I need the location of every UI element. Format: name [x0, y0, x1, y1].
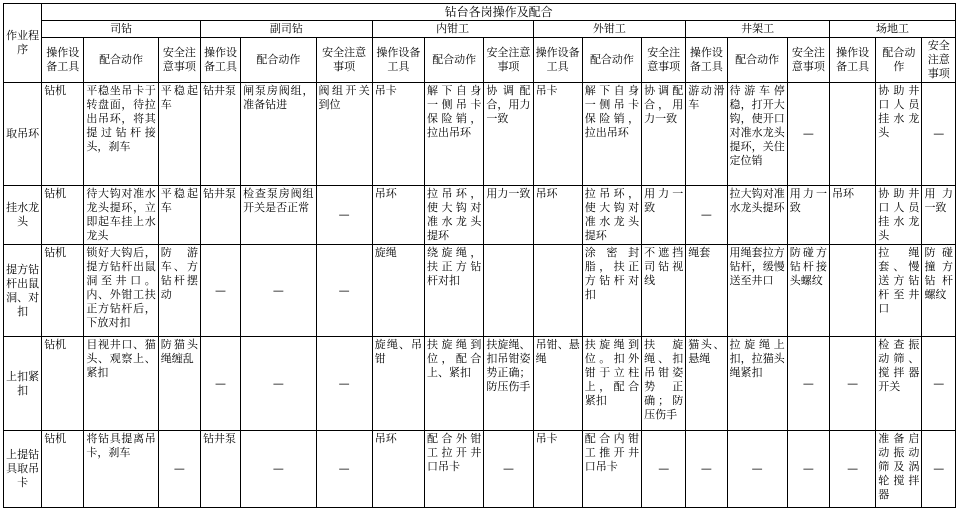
tool-cell [533, 245, 582, 337]
coop-cell: 拉吊环，使大钩对准水龙头提环 [425, 186, 484, 245]
sub-header-tool: 操作设备工具 [372, 38, 424, 83]
coop-cell: 准备启动振动筛及涡轮搅拌器 [876, 431, 922, 508]
sub-header-safety: 安全注意事项 [158, 38, 200, 83]
safety-cell: 防猫头绳缠乱 [158, 337, 200, 431]
safety-cell: 防碰撞方钻杆螺纹 [922, 245, 956, 337]
safety-cell: — [787, 337, 829, 431]
safety-cell: — [316, 186, 372, 245]
safety-cell: — [922, 83, 956, 186]
safety-cell: 用力一致 [484, 186, 533, 245]
coop-cell: 将钻具提离吊卡，刹车 [84, 431, 158, 508]
coop-cell: — [241, 431, 316, 508]
safety-cell: 协调配合，用力一致 [484, 83, 533, 186]
step-cell: 挂水龙头 [4, 186, 42, 245]
tool-cell: 吊环 [372, 431, 424, 508]
tool-cell: — [830, 337, 876, 431]
coop-cell: 协助井口人员挂水龙头 [876, 186, 922, 245]
coop-cell: 协助井口人员挂水龙头 [876, 83, 922, 186]
tool-cell: 旋绳 [372, 245, 424, 337]
role-header: 副司钻 [200, 21, 372, 38]
coop-cell: 目视井口、猫头、观察上、紧扣 [84, 337, 158, 431]
tool-cell: 绳套 [686, 245, 727, 337]
safety-cell: — [316, 245, 372, 337]
coop-cell: 配合外钳工拉开井口吊卡 [425, 431, 484, 508]
safety-cell: 扶旋绳、扣吊钳姿势正确；防压伤手 [642, 337, 686, 431]
coop-cell: 绕旋绳，扶正方钻杆对扣 [425, 245, 484, 337]
tool-cell: 钻井泵 [200, 431, 240, 508]
safety-cell: — [922, 431, 956, 508]
coop-cell: 检查泵房阀组开关是否正常 [241, 186, 316, 245]
coop-cell: 解下自身一侧吊卡保险销，拉出吊环 [425, 83, 484, 186]
table-row [4, 186, 956, 245]
tool-cell [830, 83, 876, 186]
sub-header-coop: 配合动作 [425, 38, 484, 83]
table-row [4, 337, 956, 431]
coop-cell: — [727, 431, 787, 508]
role-header: 内钳工 [372, 21, 533, 38]
coop-cell: 拉旋绳上扣，拉猫头绳紧扣 [727, 337, 787, 431]
tool-cell: 吊钳、悬绳 [533, 337, 582, 431]
tool-cell: — [200, 245, 240, 337]
tool-cell [830, 245, 876, 337]
coop-cell: 检查振动筛、搅拌器开关 [876, 337, 922, 431]
sub-header-tool: 操作设备工具 [686, 38, 727, 83]
coop-cell: 涂密封脂，扶正方钻杆对扣 [582, 245, 641, 337]
safety-cell: 扶旋绳、扣吊钳姿势正确；防压伤手 [484, 337, 533, 431]
tool-cell: 猫头、悬绳 [686, 337, 727, 431]
sub-header-safety: 安全注意事项 [484, 38, 533, 83]
tool-cell: 钻机 [42, 431, 84, 508]
safety-cell: 协调配合，用力一致 [642, 83, 686, 186]
sub-header-tool: 操作设备工具 [42, 38, 84, 83]
coop-cell: 解下自身一侧吊卡保险销，拉出吊环 [582, 83, 641, 186]
safety-cell: — [316, 431, 372, 508]
step-cell: 取吊环 [4, 83, 42, 186]
role-header-row [4, 21, 956, 38]
coop-cell: 锁好大钩后，提方钻杆出鼠洞至井口。内、外钳工扶正方钻杆后，下放对扣 [84, 245, 158, 337]
tool-cell: — [830, 431, 876, 508]
coop-cell: 拉绳套、慢送方钻杆至井口 [876, 245, 922, 337]
role-header: 司钻 [42, 21, 201, 38]
coop-cell: 拉大钩对准水龙头提环 [727, 186, 787, 245]
sub-header-coop: 配合动作 [582, 38, 641, 83]
tool-cell: 钻机 [42, 186, 84, 245]
safety-cell: 用力一致 [787, 186, 829, 245]
tool-cell: — [200, 337, 240, 431]
tool-cell: 吊环 [533, 186, 582, 245]
coop-cell: 用绳套拉方钻杆，缓慢送至井口 [727, 245, 787, 337]
safety-cell: 用力一致 [922, 186, 956, 245]
safety-cell: 阀组开关到位 [316, 83, 372, 186]
safety-cell: 平稳起车 [158, 83, 200, 186]
sub-header-tool: 操作设备工具 [533, 38, 582, 83]
safety-cell: 用力一致 [642, 186, 686, 245]
tool-cell: 吊卡 [533, 431, 582, 508]
sub-header-safety: 安全注意事项 [787, 38, 829, 83]
sub-header-coop: 配合动作 [876, 38, 922, 83]
safety-cell: — [484, 431, 533, 508]
coop-cell: 待大钩对准水龙头提环，立即起车挂上水龙头 [84, 186, 158, 245]
coop-cell: 扶旋绳到位，配合上、紧扣 [425, 337, 484, 431]
safety-cell: 防游车、方钻杆摆动 [158, 245, 200, 337]
coop-cell: 扶旋绳到位。扣外钳于立柱上，配合紧扣 [582, 337, 641, 431]
tool-cell: 吊环 [372, 186, 424, 245]
table-row [4, 431, 956, 508]
coop-cell: 闸泵房阀组，准备钻进 [241, 83, 316, 186]
sub-header-row [4, 38, 956, 83]
tool-cell: 钻井泵 [200, 186, 240, 245]
safety-cell: — [787, 431, 829, 508]
operation-table [3, 3, 956, 508]
tool-cell: 吊卡 [372, 83, 424, 186]
safety-cell: — [316, 337, 372, 431]
coop-cell: 拉吊环，使大钩对准水龙头提环 [582, 186, 641, 245]
safety-cell: — [642, 431, 686, 508]
step-column-header: 作业程序 [4, 4, 42, 83]
tool-cell: — [686, 431, 727, 508]
coop-cell: 配合内钳工推开井口吊卡 [582, 431, 641, 508]
table-body [4, 83, 956, 508]
table-row [4, 245, 956, 337]
role-header: 井架工 [686, 21, 830, 38]
coop-cell: 平稳坐吊卡于转盘面，待拉出吊环，将其提过钻杆接头，刹车 [84, 83, 158, 186]
step-cell: 提方钻杆出鼠洞、对扣 [4, 245, 42, 337]
coop-cell: 待游车停稳，打开大钩，使开口对准水龙头提环，关住定位销 [727, 83, 787, 186]
tool-cell: 旋绳、吊钳 [372, 337, 424, 431]
sub-header-safety: 安全注意事项 [922, 38, 956, 83]
safety-cell: — [922, 337, 956, 431]
tool-cell: — [686, 186, 727, 245]
sub-header-tool: 操作设备工具 [830, 38, 876, 83]
role-header: 外钳工 [533, 21, 686, 38]
tool-cell: 游动滑车 [686, 83, 727, 186]
coop-cell: — [241, 337, 316, 431]
sub-header-safety: 安全注意事项 [642, 38, 686, 83]
step-cell: 上提钻具取吊卡 [4, 431, 42, 508]
safety-cell: 平稳起车 [158, 186, 200, 245]
document-page [3, 3, 956, 508]
sub-header-tool: 操作设备工具 [200, 38, 240, 83]
sub-header-coop: 配合动作 [241, 38, 316, 83]
safety-cell: 防碰方钻杆接头螺纹 [787, 245, 829, 337]
tool-cell: 钻机 [42, 245, 84, 337]
tool-cell: 钻机 [42, 337, 84, 431]
step-cell: 上扣紧扣 [4, 337, 42, 431]
tool-cell: 吊卡 [533, 83, 582, 186]
safety-cell: — [158, 431, 200, 508]
group-header: 钻台各岗操作及配合 [42, 4, 956, 21]
table-row [4, 83, 956, 186]
role-header: 场地工 [830, 21, 956, 38]
tool-cell: 钻机 [42, 83, 84, 186]
sub-header-coop: 配合动作 [727, 38, 787, 83]
tool-cell: 吊环 [830, 186, 876, 245]
safety-cell [484, 245, 533, 337]
sub-header-coop: 配合动作 [84, 38, 158, 83]
sub-header-safety: 安全注意事项 [316, 38, 372, 83]
safety-cell: 不遮挡司钻视线 [642, 245, 686, 337]
coop-cell: — [241, 245, 316, 337]
safety-cell: — [787, 83, 829, 186]
tool-cell: 钻井泵 [200, 83, 240, 186]
